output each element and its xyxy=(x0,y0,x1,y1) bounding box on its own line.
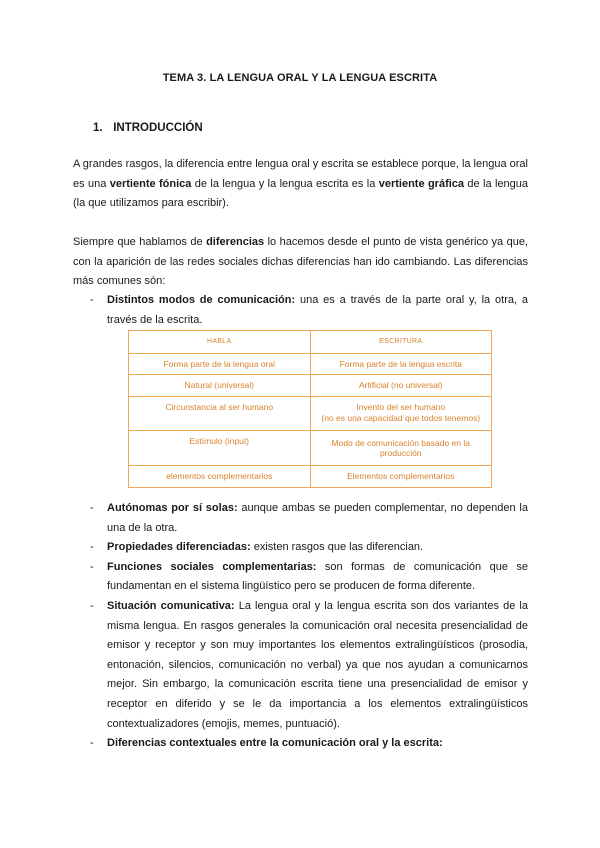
list-item xyxy=(73,597,528,734)
list-item-text: son formas de comunicación que se fundamentan en el sistema lingüístico pero se producen de forma diferente. xyxy=(107,560,529,593)
list-item xyxy=(73,734,528,754)
diff-text-2: lo hacemos desde el punto de vista genérico ya que, con la aparición de las redes sociales dichas diferencias han ido cambiando. Las diferencias más comunes són: xyxy=(73,236,528,288)
table-header-row xyxy=(129,331,492,354)
list-item xyxy=(73,558,528,597)
list-dash: - xyxy=(90,541,94,554)
list-item-bold: Autónomas por sí solas: xyxy=(107,502,238,514)
list-dash: - xyxy=(90,737,94,750)
differences-list-2 xyxy=(73,499,528,754)
table-cell: Invento del ser humano (no es una capacidad que todos tenemos) xyxy=(310,397,492,431)
intro-paragraph xyxy=(73,155,528,214)
intro-text-3: de la lengua (la que utilizamos para escribir). xyxy=(73,177,529,210)
intro-text-1: A grandes rasgos, la diferencia entre lengua oral y escrita se establece porque, la lengua oral es una xyxy=(73,158,528,190)
diff-text-1: Siempre que hablamos de xyxy=(73,236,207,248)
table-cell: elementos complementarios xyxy=(129,466,311,488)
table-cell: Natural (universal) xyxy=(129,375,311,397)
document-title: TEMA 3. LA LENGUA ORAL Y LA LENGUA ESCRITA xyxy=(162,72,438,84)
table-cell: Elementos complementarios xyxy=(310,466,492,488)
table-row xyxy=(129,397,492,431)
section-title: INTRODUCCIÓN xyxy=(113,122,203,134)
intro-bold-2: vertiente gráfica xyxy=(378,177,465,190)
table-header-habla: HABLA xyxy=(129,331,311,354)
list-item xyxy=(73,291,528,330)
table-cell: Artificial (no universal) xyxy=(310,375,492,397)
list-dash: - xyxy=(90,599,94,612)
table-cell: Forma parte de la lengua oral xyxy=(129,354,311,375)
comparison-table xyxy=(128,330,492,488)
diff-bold-1: diferencias xyxy=(206,236,265,248)
table-row xyxy=(129,466,492,488)
section-number: 1. xyxy=(93,122,103,134)
list-item-text: La lengua oral y la lengua escrita son dos variantes de la misma lengua. En rasgos generales la comunicación oral necesita presencialidad de emisor y receptor y son muy importantes los elementos extralingüísticos (prosodia, entonación, silencios, comunicación no verbal) ya que nos ayudan a comunicarnos mejor. Sin embargo, la comunicación escrita tiene una presencialidad de emisor y receptor en diferido y se le da importancia a los elementos extralingüísticos contextualizadores (emojis, memes, puntuació). xyxy=(107,599,528,730)
list-item-text: aunque ambas se pueden complementar, no dependen la una de la otra. xyxy=(107,502,528,534)
table-row xyxy=(129,431,492,466)
list-item-text: existen rasgos que las diferencian. xyxy=(250,541,424,554)
section-heading xyxy=(93,122,203,134)
intro-text-2: de la lengua y la lengua escrita es la xyxy=(191,177,379,190)
table-row xyxy=(129,375,492,397)
list-item xyxy=(73,538,528,558)
list-item-bold: Diferencias contextuales entre la comunicación oral y la escrita: xyxy=(107,737,443,750)
list-item xyxy=(73,499,528,538)
list-dash: - xyxy=(90,294,94,306)
table-cell: Forma parte de la lengua escrita xyxy=(310,354,492,375)
list-dash: - xyxy=(90,502,94,514)
table-header-escritura: ESCRITURA xyxy=(310,331,492,354)
table-cell: Estímulo (input) xyxy=(129,431,311,466)
table-cell: Modo de comunicación basado en la producción xyxy=(310,431,492,466)
list-dash: - xyxy=(90,560,94,573)
differences-paragraph xyxy=(73,233,528,292)
list-item-bold: Situación comunicativa: xyxy=(107,599,235,612)
list-item-text: una es a través de la parte oral y, la otra, a través de la escrita. xyxy=(107,294,528,326)
table-cell: Circunstancia al ser humano xyxy=(129,397,311,431)
list-item-bold: Funciones sociales complementarias: xyxy=(107,560,317,573)
list-item-bold: Distintos modos de comunicación: xyxy=(107,294,296,306)
table-row xyxy=(129,354,492,375)
differences-list-1 xyxy=(73,291,528,330)
list-item-bold: Propiedades diferenciadas: xyxy=(107,541,251,554)
intro-bold-1: vertiente fónica xyxy=(109,177,192,190)
